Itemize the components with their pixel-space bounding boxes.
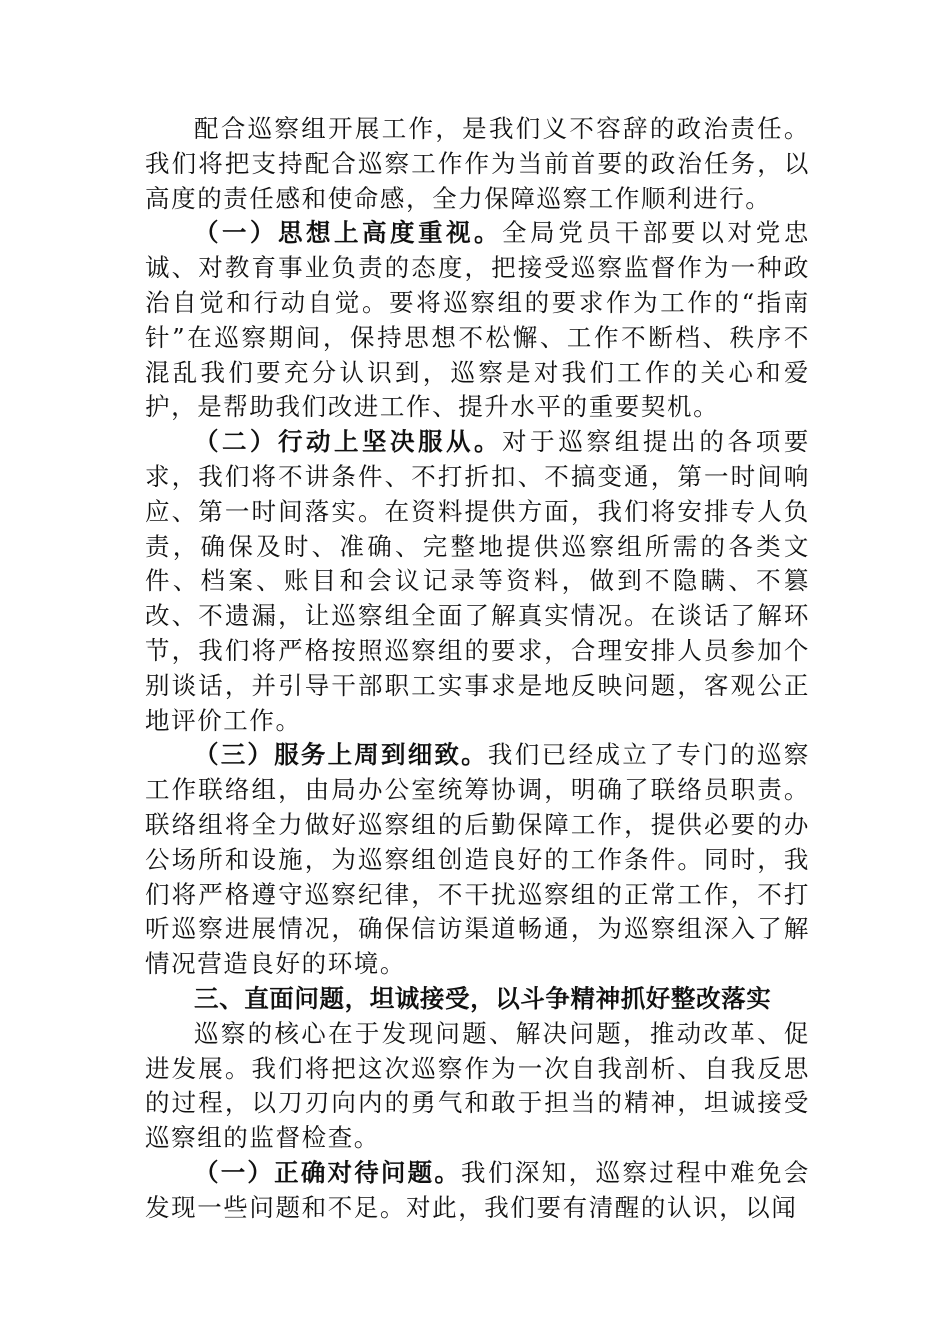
point-2-heading: （二）行动上坚决服从。	[194, 427, 502, 457]
point-3-paragraph	[145, 738, 810, 982]
point-3-heading: （三）服务上周到细致。	[194, 740, 488, 770]
section-3-point-1-text: 我们深知，巡察过程中难免会发现一些问题和不足。对此，我们要有清醒的认识，以闻	[145, 1157, 810, 1222]
document-body	[145, 112, 810, 1226]
point-2-paragraph	[145, 425, 810, 738]
point-1-text: 全局党员干部要以对党忠诚、对教育事业负责的态度，把接受巡察监督作为一种政治自觉和行动自觉。要将巡察组的要求作为工作的“指南针”在巡察期间，保持思想不松懈、工作不断档、秩序不混乱我们要充分认识到，巡察是对我们工作的关心和爱护，是帮助我们改进工作、提升水平的重要契机。	[145, 218, 810, 422]
intro-text: 配合巡察组开展工作，是我们义不容辞的政治责任。我们将把支持配合巡察工作作为当前首要的政治任务，以高度的责任感和使命感，全力保障巡察工作顺利进行。	[145, 114, 810, 213]
point-2-text: 对于巡察组提出的各项要求，我们将不讲条件、不打折扣、不搞变通，第一时间响应、第一时间落实。在资料提供方面，我们将安排专人负责，确保及时、准确、完整地提供巡察组所需的各类文件、档案、账目和会议记录等资料，做到不隐瞒、不篡改、不遗漏，让巡察组全面了解真实情况。在谈话了解环节，我们将严格按照巡察组的要求，合理安排人员参加个别谈话，并引导干部职工实事求是地反映问题，客观公正地评价工作。	[145, 427, 810, 735]
intro-paragraph	[145, 112, 810, 216]
point-3-text: 我们已经成立了专门的巡察工作联络组，由局办公室统筹协调，明确了联络员职责。联络组将全力做好巡察组的后勤保障工作，提供必要的办公场所和设施，为巡察组创造良好的工作条件。同时，我们将严格遵守巡察纪律，不干扰巡察组的正常工作，不打听巡察进展情况，确保信访渠道畅通，为巡察组深入了解情况营造良好的环境。	[145, 740, 811, 979]
section-3-point-1-paragraph	[145, 1156, 810, 1226]
section-3-point-1-heading: （一）正确对待问题。	[194, 1157, 462, 1187]
section-3-intro-paragraph	[145, 1017, 810, 1156]
point-1-heading: （一）思想上高度重视。	[194, 218, 502, 248]
point-1-paragraph	[145, 216, 810, 425]
section-3-intro-text: 巡察的核心在于发现问题、解决问题，推动改革、促进发展。我们将把这次巡察作为一次自我剖析、自我反思的过程，以刀刃向内的勇气和敢于担当的精神，坦诚接受巡察组的监督检查。	[145, 1018, 810, 1153]
section-3-title: 三、直面问题，坦诚接受，以斗争精神抓好整改落实	[194, 983, 772, 1013]
